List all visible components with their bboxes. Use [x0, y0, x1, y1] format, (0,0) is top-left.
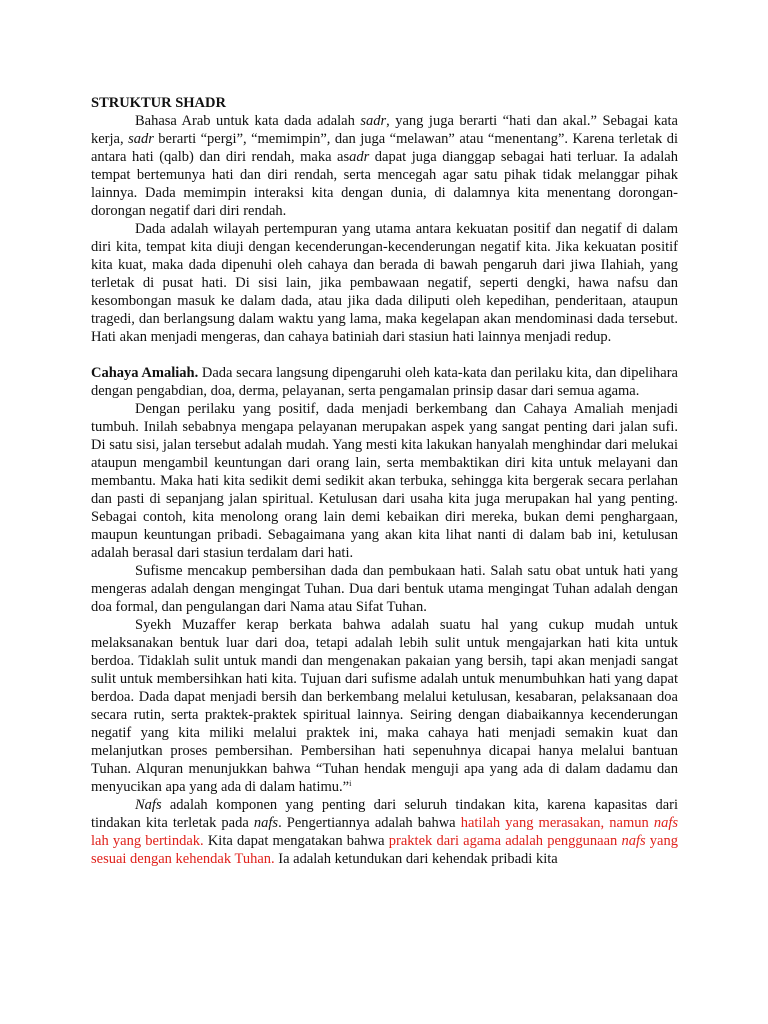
bold-lead-term: Cahaya Amaliah. — [91, 365, 199, 381]
document-body — [91, 94, 678, 868]
paragraph-spacer — [91, 346, 678, 364]
italic-term: nafs — [653, 815, 679, 831]
italic-term: adr — [349, 149, 370, 165]
paragraph-sufism-cleansing: Sufisme mencakup pembersihan dada dan pembukaan hati. Salah satu obat untuk hati yang mengeras adalah dengan mengingat Tuhan. Dua dari bentuk utama mengingat Tuhan adalah dengan doa formal, dan pengulangan dari Nama atau Sifat Tuhan. — [91, 563, 678, 615]
italic-term: Nafs — [135, 797, 162, 813]
text-run: Syekh Muzaffer kerap berkata bahwa adalah suatu hal yang cukup mudah untuk melaksanakan bentuk luar dari doa, tetapi adalah lebih sulit untuk mengajarkan hati kita untuk berdoa. Tidaklah sulit untuk mandi dan mengenakan pakaian yang bersih, tapi akan menjadi sangat sulit untuk membersihkan hati kita. Tujuan dari sufisme adalah untuk menumbuhkan hati yang dapat berdoa. Dada dapat menjadi bersih dan berkembang melalui ketulusan, kesabaran, pelaksanaan doa secara rutin, serta praktek-praktek spiritual lainnya. Seiring dengan diabaikannya kecenderungan negatif yang kita miliki melalui praktek ini, maka cahaya hati menjadi semakin kuat dan melanjutkan proses pembersihan. Pembersihan hati sepenuhnya dicapai hanya melalui bantuan Tuhan. Alquran menunjukkan bahwa “Tuhan hendak menguji apa yang ada di dalam dadamu dan menyucikan apa yang ada di dalam hatimu.” — [91, 617, 678, 795]
paragraph-battleground: Dada adalah wilayah pertempuran yang utama antara kekuatan positif dan negatif di dalam diri kita, tempat kita diuji dengan kecenderungan-kecenderungan negatif kita. Jika kekuatan positif kita kuat, maka dada dipenuhi oleh cahaya dan berada di bawah pengaruh dari jiwa Ilahiah, yang terletak di pusat hati. Di sisi lain, jika pembawaan negatif, seperti dengki, hawa nafsu dan kesombongan masuk ke dalam dada, atau jika dada diliputi oleh kepedihan, penderitaan, ataupun tragedi, dan berlangsung dalam waktu yang lama, maka kegelapan akan mendominasi dada tersebut. Hati akan menjadi mengeras, dan cahaya batiniah dari stasiun hati lainnya menjadi redup. — [91, 221, 678, 345]
italic-term: sadr — [360, 113, 387, 129]
paragraph-nafs — [91, 796, 678, 868]
text-run: dapat juga dianggap sebagai hati terluar. Ia adalah tempat bertemunya hati dan diri rendah, serta mencegah agar satu pihak tidak melanggar pihak lainnya. Dada memimpin interaksi kita dengan dunia, di dalamnya kita menentang dorongan-dorongan negatif dari diri rendah. — [91, 149, 678, 219]
paragraph-sadr-definition — [91, 112, 678, 220]
section-title: STRUKTUR SHADR — [91, 95, 226, 111]
text-run: . Pengertiannya adalah bahwa — [278, 815, 461, 831]
italic-term: nafs — [621, 833, 646, 849]
italic-term: sadr — [128, 131, 154, 147]
paragraph-cahaya-amaliah — [91, 364, 678, 400]
text-run: yang sesuai dengan kehendak Tuhan. — [91, 833, 678, 867]
text-run: Ia adalah ketundukan dari kehendak pribadi kita — [274, 851, 558, 867]
paragraph-positive-behavior: Dengan perilaku yang positif, dada menjadi berkembang dan Cahaya Amaliah menjadi tumbuh. Inilah sebabnya mengapa pelayanan merupakan aspek yang sangat penting dari jalan sufi. Di satu sisi, jalan tersebut adalah mudah. Yang mesti kita lakukan hanyalah menghindar dari melukai ataupun mengambil keuntungan dari orang lain, serta membaktikan diri kita untuk melayani dan membantu. Maka hati kita sedikit demi sedikit akan terbuka, sehingga kita bergerak secara perlahan dan pasti di sepanjang jalan spiritual. Ketulusan dari usaha kita juga merupakan hal yang penting. Sebagai contoh, kita menolong orang lain demi kebaikan diri mereka, bukan demi penghargaan, maupun keuntungan pribadi. Sebagaimana yang akan kita lihat nanti di dalam bab ini, ketulusan adalah berasal dari stasiun terdalam dari hati. — [91, 401, 678, 561]
text-run: , yang juga berarti “hati dan akal.” Sebagai kata kerja, — [91, 113, 678, 147]
text-run: Kita dapat mengatakan bahwa — [203, 833, 389, 849]
text-run: Bahasa Arab untuk kata dada adalah — [135, 113, 361, 129]
text-run: praktek dari agama adalah penggunaan — [388, 833, 622, 849]
text-run: adalah komponen yang penting dari seluruh tindakan kita, karena kapasitas dari tindakan kita terletak pada — [91, 797, 678, 831]
text-run: berarti “pergi”, “memimpin”, dan juga “melawan” atau “menentang”. Karena terletak di antara hati (qalb) dan diri rendah, maka as — [91, 131, 678, 165]
paragraph-syekh-muzaffer — [91, 616, 678, 796]
footnote-marker: i — [349, 779, 352, 788]
text-run: Dada secara langsung dipengaruhi oleh kata-kata dan perilaku kita, dan dipelihara dengan pengabdian, doa, derma, pelayanan, serta pengamalan prinsip dasar dari semua agama. — [91, 365, 678, 399]
text-run: lah yang bertindak. — [91, 833, 204, 849]
italic-term: nafs — [253, 815, 279, 831]
text-run: hatilah yang merasakan, namun — [460, 815, 654, 831]
